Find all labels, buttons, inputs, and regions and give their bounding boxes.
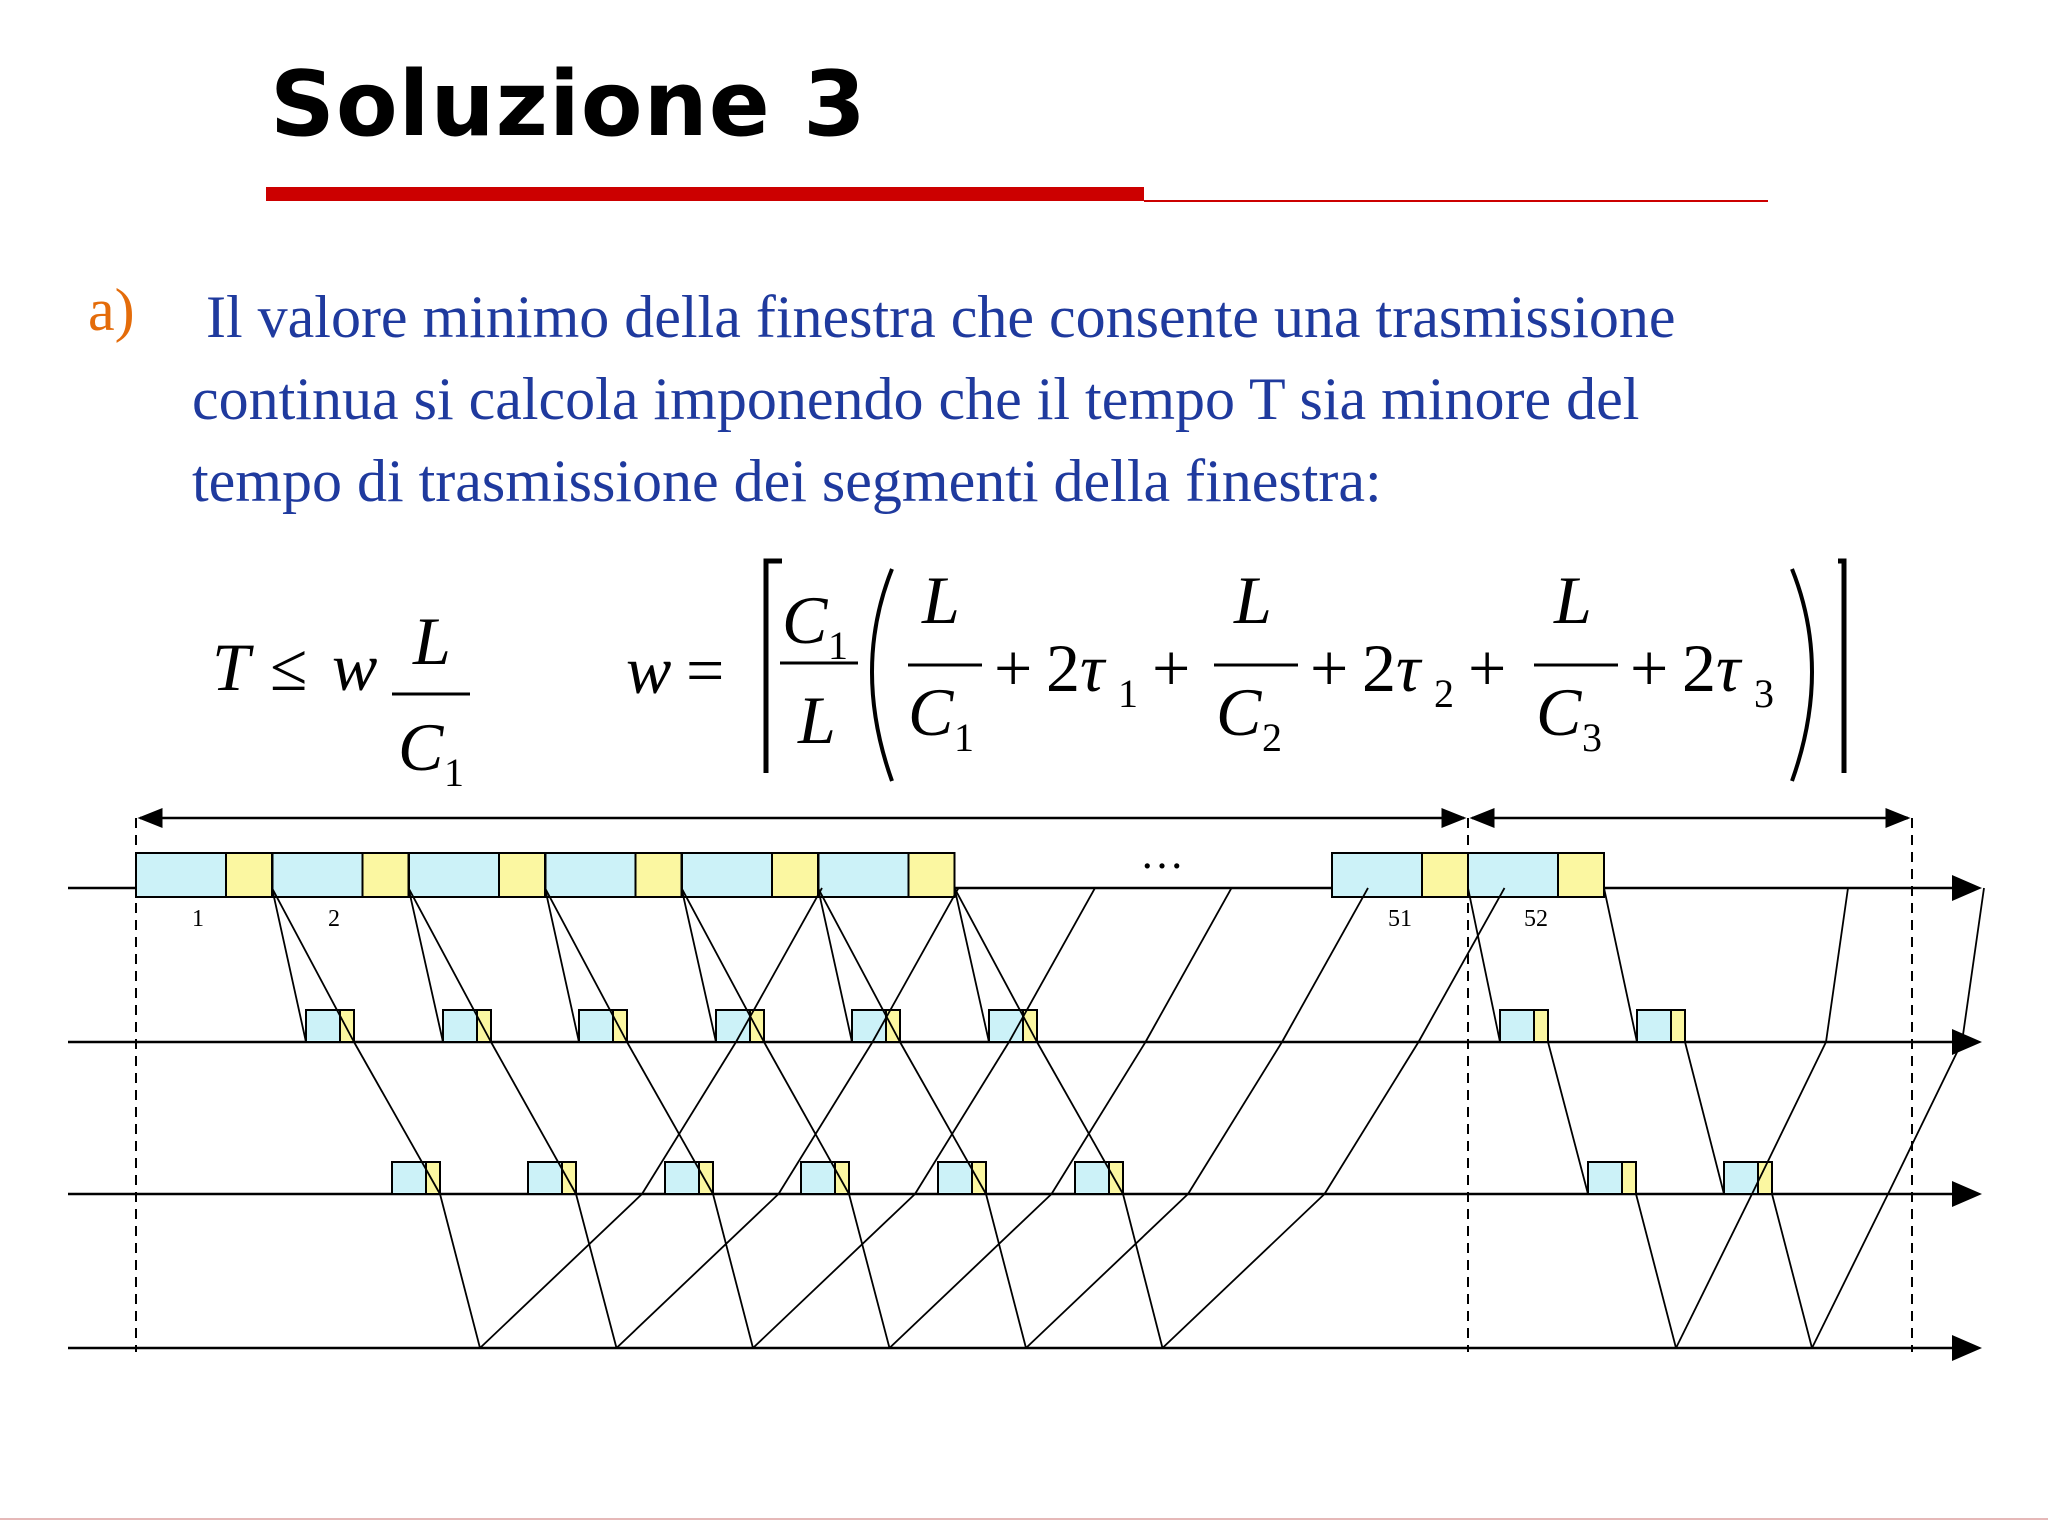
plus-2: + xyxy=(1152,630,1191,706)
outer-den: L xyxy=(798,682,836,758)
prop-a-6 xyxy=(955,888,990,1042)
plus-3: + xyxy=(1310,630,1349,706)
title-underline-thick xyxy=(266,187,1144,201)
tail-ack-c-2 xyxy=(1962,888,1984,1042)
tau-3-sub: 3 xyxy=(1754,671,1774,716)
term1-num: L xyxy=(922,562,960,638)
prop-a-5 xyxy=(818,888,852,1042)
segment-header-3 xyxy=(499,853,545,897)
tail-ack-b-1 xyxy=(1752,1042,1826,1194)
formula-w-lhs: w xyxy=(626,632,672,708)
tau-2-sub: 2 xyxy=(1434,671,1454,716)
router2-packet-3-data xyxy=(665,1162,699,1194)
router2-packet-8-data xyxy=(1724,1162,1758,1194)
router1-packet-8-data xyxy=(1637,1010,1671,1042)
term2-den-sub: 2 xyxy=(1262,715,1282,760)
segment-header-6 xyxy=(909,853,955,897)
segment-header-8 xyxy=(1558,853,1604,897)
ellipsis: … xyxy=(1140,829,1184,878)
formula-equals: = xyxy=(686,632,725,708)
segment-data-5 xyxy=(682,853,772,897)
ack-c-5 xyxy=(1282,888,1368,1042)
segment-label-2: 2 xyxy=(328,906,340,932)
router2-packet-5-data xyxy=(938,1162,972,1194)
tau-1-sub: 1 xyxy=(1118,671,1138,716)
ack-a-4 xyxy=(890,1194,1052,1348)
term1-den: C xyxy=(908,674,954,750)
segment-header-2 xyxy=(363,853,409,897)
right-paren xyxy=(1792,569,1812,781)
router2-packet-7-header xyxy=(1622,1162,1636,1194)
ack-c-1 xyxy=(736,888,822,1042)
right-ceil-bracket xyxy=(1838,561,1844,773)
segment-data-7 xyxy=(1332,853,1422,897)
tail-ack-b-2 xyxy=(1888,1042,1962,1194)
formula-window-condition xyxy=(200,600,490,800)
tail-prop-c-2 xyxy=(1772,1194,1812,1348)
router2-packet-4-data xyxy=(801,1162,835,1194)
prop-a-1 xyxy=(272,888,306,1042)
segment-label-1: 1 xyxy=(192,906,204,932)
outer-num: C xyxy=(782,582,828,658)
segment-label-52: 52 xyxy=(1524,906,1548,932)
left-ceil-bracket xyxy=(766,561,782,773)
prop-a-4 xyxy=(682,888,717,1042)
prop-a-2 xyxy=(409,888,444,1042)
left-paren xyxy=(872,569,892,781)
ack-c-3 xyxy=(1009,888,1095,1042)
router1-packet-3-data xyxy=(579,1010,613,1042)
tail-ack-a-2 xyxy=(1812,1194,1888,1348)
tail-prop-b-1 xyxy=(1548,1042,1588,1194)
segment-header-4 xyxy=(636,853,682,897)
formula-leq: ≤ xyxy=(270,629,308,705)
fraction-numerator: L xyxy=(413,603,451,679)
router2-packet-7-data xyxy=(1588,1162,1622,1194)
two-1: 2 xyxy=(1046,630,1080,706)
segment-data-8 xyxy=(1468,853,1558,897)
segment-data-3 xyxy=(409,853,499,897)
slide-title: Soluzione 3 xyxy=(270,52,867,157)
prop-d-1 xyxy=(440,1194,480,1348)
ack-b-6 xyxy=(1325,1042,1419,1194)
tau-3: τ xyxy=(1716,630,1741,706)
router1-packet-1-data xyxy=(306,1010,340,1042)
fraction-denominator: C xyxy=(398,709,444,785)
title-underline-thin xyxy=(1144,200,1768,202)
prop-d-3 xyxy=(713,1194,753,1348)
bullet-text xyxy=(192,276,1912,522)
prop-d-4 xyxy=(849,1194,890,1348)
router1-packet-7-data xyxy=(1500,1010,1534,1042)
segment-data-1 xyxy=(136,853,226,897)
ack-c-6 xyxy=(1419,888,1505,1042)
tail-prop-b-2 xyxy=(1685,1042,1724,1194)
term2-den: C xyxy=(1216,674,1262,750)
ack-a-1 xyxy=(480,1194,642,1348)
tail-ack-c-1 xyxy=(1826,888,1848,1042)
footer-rule xyxy=(0,1518,2048,1520)
outer-num-sub: 1 xyxy=(828,623,848,668)
bullet-line-1: Il valore minimo della finestra che consente una trasmissione xyxy=(206,284,1676,350)
term1-den-sub: 1 xyxy=(954,715,974,760)
segment-data-4 xyxy=(546,853,636,897)
segment-data-2 xyxy=(273,853,363,897)
bullet-line-3: tempo di trasmissione dei segmenti della finestra: xyxy=(192,448,1382,514)
timing-diagram xyxy=(0,780,2048,1380)
router1-packet-8-header xyxy=(1671,1010,1685,1042)
plus-1: + xyxy=(994,630,1033,706)
term2-num: L xyxy=(1234,562,1272,638)
ack-a-3 xyxy=(753,1194,915,1348)
tail-prop-c-1 xyxy=(1636,1194,1676,1348)
ack-a-2 xyxy=(617,1194,779,1348)
prop-d-6 xyxy=(1123,1194,1163,1348)
term3-den: C xyxy=(1536,674,1582,750)
segment-label-51: 51 xyxy=(1388,906,1412,932)
plus-5: + xyxy=(1630,630,1669,706)
bullet-marker: a) xyxy=(88,277,135,343)
ack-a-5 xyxy=(1026,1194,1188,1348)
prop-a-3 xyxy=(545,888,579,1042)
segment-header-7 xyxy=(1422,853,1468,897)
term3-den-sub: 3 xyxy=(1582,715,1602,760)
fraction-denominator-sub: 1 xyxy=(444,750,464,795)
tail-ack-a-1 xyxy=(1676,1194,1752,1348)
router2-packet-6-data xyxy=(1075,1162,1109,1194)
tau-2: τ xyxy=(1396,630,1421,706)
time-axis-arrow-source xyxy=(1952,875,1982,901)
router1-packet-7-header xyxy=(1534,1010,1548,1042)
ack-b-5 xyxy=(1188,1042,1282,1194)
plus-4: + xyxy=(1468,630,1507,706)
term3-num: L xyxy=(1554,562,1592,638)
time-axis-arrow-destination xyxy=(1952,1335,1982,1361)
prop-d-2 xyxy=(576,1194,617,1348)
ack-a-6 xyxy=(1163,1194,1325,1348)
two-2: 2 xyxy=(1362,630,1396,706)
segment-header-1 xyxy=(226,853,272,897)
time-axis-arrow-router-2 xyxy=(1952,1181,1982,1207)
ack-c-4 xyxy=(1146,888,1232,1042)
two-3: 2 xyxy=(1682,630,1716,706)
formula-T: T xyxy=(212,629,250,705)
tail-prop-a-2 xyxy=(1604,888,1637,1042)
router2-packet-1-data xyxy=(392,1162,426,1194)
segment-data-6 xyxy=(819,853,909,897)
router1-packet-2-data xyxy=(443,1010,477,1042)
formula-w: w xyxy=(332,629,378,705)
time-axis-arrow-router-1 xyxy=(1952,1029,1982,1055)
segment-header-5 xyxy=(772,853,818,897)
bullet-line-2: continua si calcola imponendo che il tempo T sia minore del xyxy=(192,366,1640,432)
tail-prop-a-1 xyxy=(1468,888,1500,1042)
prop-d-5 xyxy=(986,1194,1026,1348)
ack-c-2 xyxy=(873,888,959,1042)
tau-1: τ xyxy=(1080,630,1105,706)
formula-window-size xyxy=(620,555,1860,795)
router2-packet-2-data xyxy=(528,1162,562,1194)
